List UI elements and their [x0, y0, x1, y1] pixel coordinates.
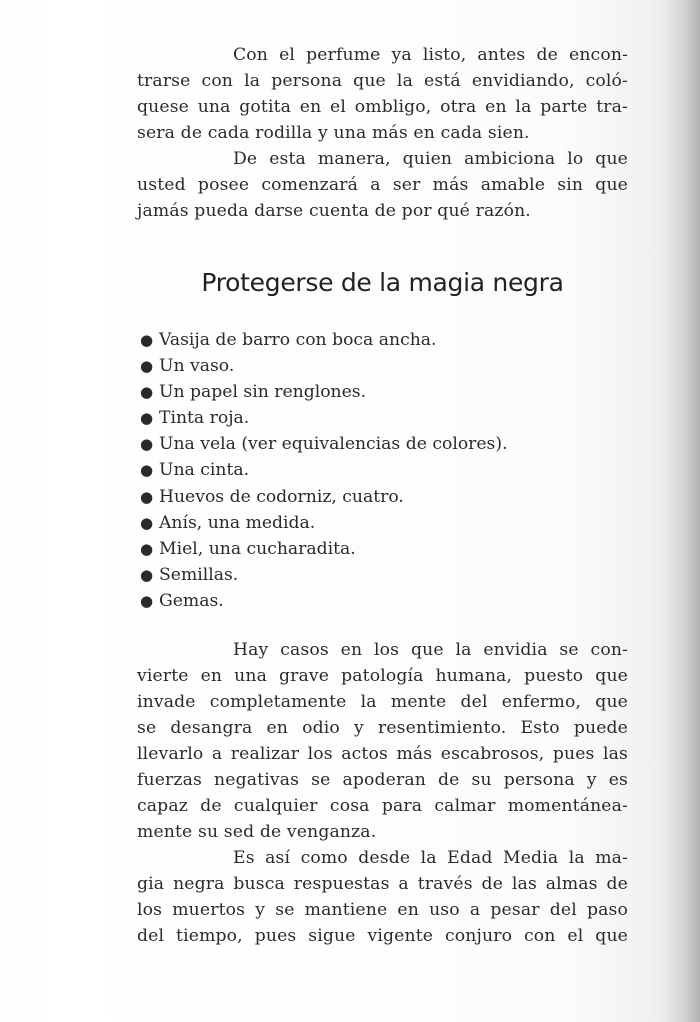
text-line: Con el perfume ya listo, antes de encon- [233, 45, 628, 65]
list-item [137, 431, 508, 457]
text-line: invade completamente la mente del enfermo, que [137, 692, 628, 712]
bullet-icon: ● [140, 565, 154, 584]
paragraph-envidia-amable [137, 146, 628, 224]
text-line: Hay casos en los que la envidia se con- [233, 640, 628, 660]
text-line: De esta manera, quien ambiciona lo que [233, 149, 628, 169]
list-item-text: Un papel sin renglones. [159, 382, 367, 403]
bullet-icon: ● [140, 383, 154, 402]
text-line: vierte en una grave patología humana, puesto que [137, 666, 628, 686]
list-item-text: Tinta roja. [159, 408, 250, 429]
section-heading: Protegerse de la magia negra [201, 268, 564, 297]
list-item-text: Miel, una cucharadita. [159, 538, 356, 559]
list-item [137, 562, 508, 588]
bullet-icon: ● [140, 331, 154, 349]
list-item-text: Anís, una medida. [159, 512, 316, 533]
bullet-icon: ● [140, 539, 154, 558]
text-line: quese una gotita en el ombligo, otra en la parte tra- [137, 97, 628, 117]
text-line: trarse con la persona que la está envidiando, coló- [137, 71, 628, 91]
text-line: fuerzas negativas se apoderan de su persona y es [137, 770, 628, 790]
text-line: capaz de cualquier cosa para calmar momentánea- [137, 796, 628, 816]
list-item-text: Vasija de barro con boca ancha. [159, 330, 437, 350]
list-item [137, 405, 508, 431]
bullet-icon: ● [140, 591, 154, 610]
list-item-text: Huevos de codorniz, cuatro. [159, 486, 404, 507]
list-item [137, 379, 508, 405]
text-line: sera de cada rodilla y una más en cada sien. [137, 123, 530, 143]
list-item-text: Un vaso. [159, 356, 235, 377]
text-line: gia negra busca respuestas a través de las almas de [137, 874, 628, 894]
text-line: se desangra en odio y resentimiento. Esto puede [137, 718, 628, 738]
bullet-icon: ● [140, 513, 154, 532]
text-line: usted posee comenzará a ser más amable sin que [137, 175, 628, 195]
ingredient-list [137, 327, 508, 614]
list-item [137, 536, 508, 562]
text-line: Es así como desde la Edad Media la ma- [233, 848, 628, 868]
list-item-text: Gemas. [159, 590, 224, 611]
page-edge-shadow [664, 0, 700, 1022]
bullet-icon: ● [140, 409, 154, 428]
text-line: del tiempo, pues sigue vigente conjuro con el que [137, 926, 628, 946]
bullet-icon: ● [140, 357, 154, 376]
list-item [137, 588, 508, 614]
paragraph-patologia [137, 637, 628, 845]
list-item [137, 457, 508, 483]
list-item-text: Semillas. [159, 564, 239, 585]
list-item [137, 510, 508, 536]
list-item [137, 327, 508, 353]
text-line: mente su sed de venganza. [137, 822, 377, 842]
text-line: los muertos y se mantiene en uso a pesar del paso [137, 900, 628, 920]
list-item [137, 484, 508, 510]
list-item [137, 353, 508, 379]
text-line: llevarlo a realizar los actos más escabrosos, pues las [137, 744, 628, 764]
paragraph-perfume [137, 42, 628, 146]
bullet-icon: ● [140, 487, 154, 506]
list-item-text: Una cinta. [159, 460, 250, 481]
bullet-icon: ● [140, 435, 154, 454]
text-line: jamás pueda darse cuenta de por qué razón. [137, 201, 531, 221]
list-item-text: Una vela (ver equivalencias de colores). [159, 434, 508, 455]
paragraph-edad-media [137, 845, 628, 949]
bullet-icon: ● [140, 461, 154, 480]
